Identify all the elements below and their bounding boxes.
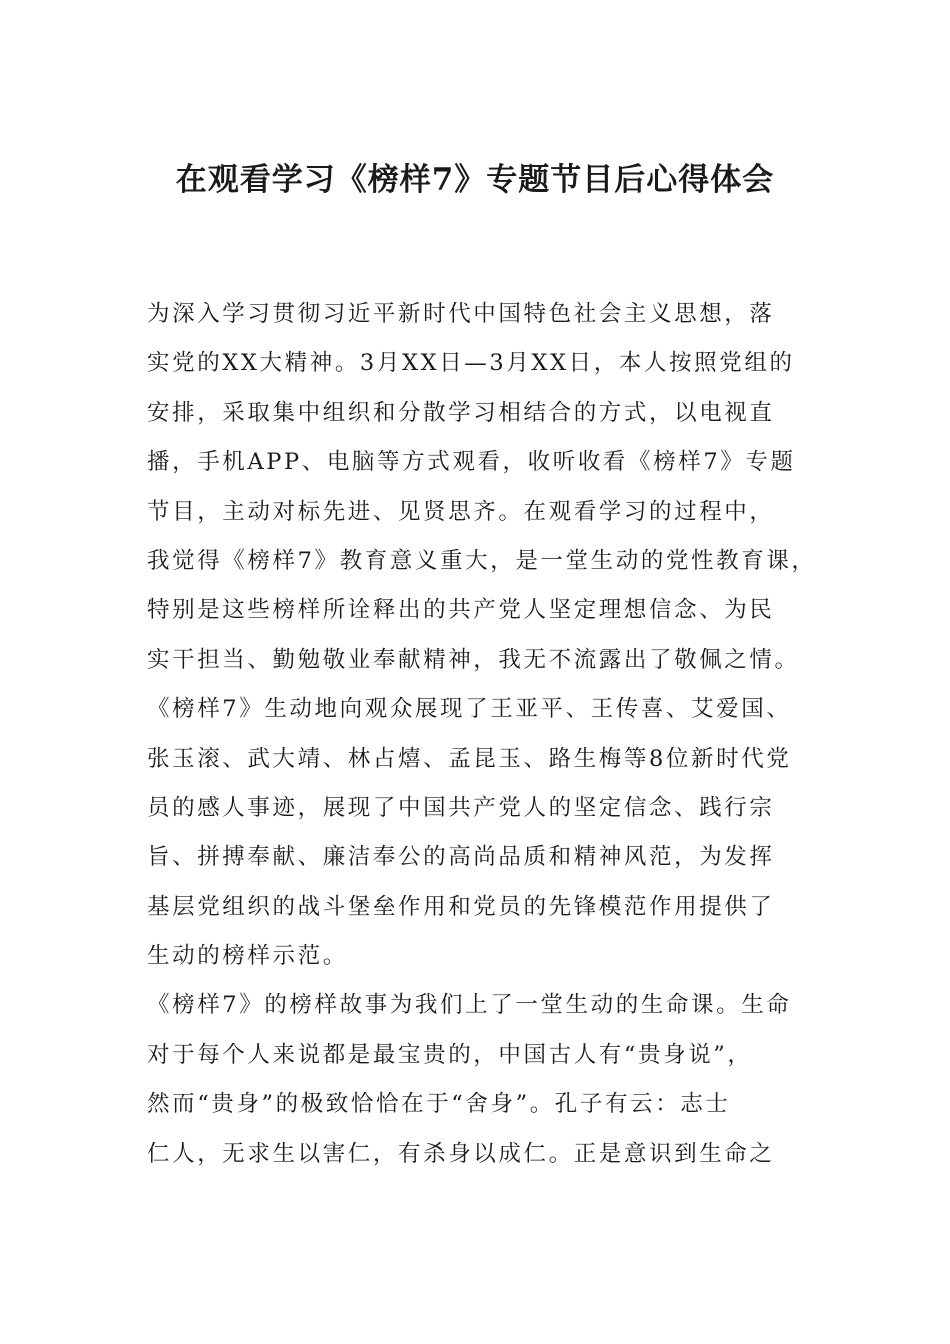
body-line: 特别是这些榜样所诠释出的共产党人坚定理想信念、为民 [147,597,775,624]
body-line: 我觉得《榜样7》教育意义重大，是一堂生动的党性教育课， [147,547,817,574]
body-line: 基层党组织的战斗堡垒作用和党员的先锋模范作用提供了 [147,893,775,920]
body-line: 张玉滚、武大靖、林占熺、孟昆玉、路生梅等8位新时代党 [147,745,792,772]
body-line: 实党的XX大精神。3月XX日—3月XX日，本人按照党组的 [147,350,795,377]
body-line: 仁人，无求生以害仁，有杀身以成仁。正是意识到生命之 [147,1140,775,1167]
body-line: 《榜样7》生动地向观众展现了王亚平、王传喜、艾爱国、 [147,696,792,723]
document-body [147,290,827,1179]
body-line: 为深入学习贯彻习近平新时代中国特色社会主义思想，落 [147,301,775,327]
body-line: 实干担当、勤勉敬业奉献精神，我无不流露出了敬佩之情。 [147,646,800,673]
document-title: 在观看学习《榜样7》专题节目后心得体会 [175,162,775,198]
body-line: 播，手机APP、电脑等方式观看，收听收看《榜样7》专题 [147,449,796,476]
body-line: 员的感人事迹，展现了中国共产党人的坚定信念、践行宗 [147,794,775,821]
body-line: 然而“贵身”的极致恰恰在于“舍身”。孔子有云：志士 [147,1091,731,1118]
body-line: 安排，采取集中组织和分散学习相结合的方式，以电视直 [147,399,775,426]
body-line: 节目，主动对标先进、见贤思齐。在观看学习的过程中， [147,498,775,525]
body-line: 对于每个人来说都是最宝贵的，中国古人有“贵身说”， [147,1041,753,1068]
body-line: 旨、拼搏奉献、廉洁奉公的高尚品质和精神风范，为发挥 [147,844,775,871]
body-line: 生动的榜样示范。 [147,943,348,970]
body-line: 《榜样7》的榜样故事为我们上了一堂生动的生命课。生命 [147,992,792,1019]
